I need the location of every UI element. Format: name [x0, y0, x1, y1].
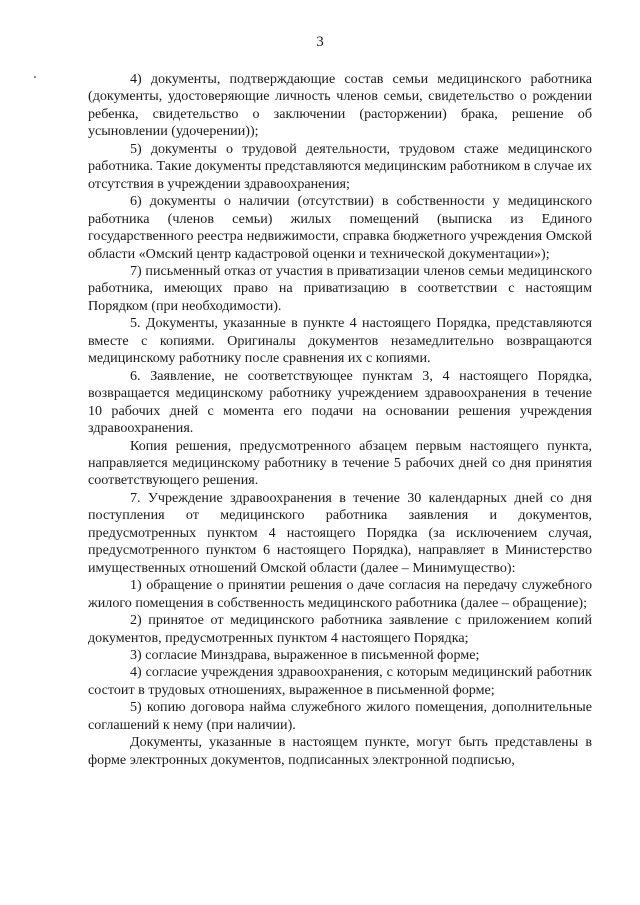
paragraph-electronic-documents: Документы, указанные в настоящем пункте, могут быть представлены в форме электронных документов, подписанных электронной подписью, [88, 734, 592, 768]
paragraph-clause-7-item-1: 1) обращение о принятии решения о даче согласия на передачу служебного жилого помещения в собственность медицинского работника (далее – обращение); [88, 577, 592, 611]
paragraph-clause-7-item-3: 3) согласие Минздрава, выраженное в письменной форме; [130, 646, 480, 663]
paragraph-item-4-family-documents: 4) документы, подтверждающие состав семьи медицинского работника (документы, удостоверяющие личность членов семьи, свидетельство о рождении ребенка, свидетельство о заключении (расторжении) брака, решение об усыновлении (удочерении)); [88, 71, 592, 140]
paragraph-clause-7: 7. Учреждение здравоохранения в течение 30 календарных дней со дня поступления от медицинского работника заявления и документов, предусмотренных пунктом 4 настоящего Порядка (за исключением случая, предусмотренного пунктом 6 настоящего Порядка), направляет в Министерство имущественных отношений Омской области (далее – Минимущество): [88, 489, 592, 576]
paragraph-item-6-property-documents: 6) документы о наличии (отсутствии) в собственности у медицинского работника (членов семьи) жилых помещений (выписка из Единого государственного реестра недвижимости, справка бюджетного учреждения Омской области «Омский центр кадастровой оценки и технической документации»); [88, 193, 592, 262]
paragraph-item-5-work-documents: 5) документы о трудовой деятельности, трудовом стаже медицинского работника. Такие документы представляются медицинским работником в случае их отсутствия в учреждении здравоохранения; [88, 140, 592, 192]
document-body [88, 71, 592, 769]
paragraph-clause-7-item-4: 4) согласие учреждения здравоохранения, с которым медицинский работник состоит в трудовых отношениях, выраженное в письменной форме; [88, 664, 592, 698]
paragraph-clause-7-item-2: 2) принятое от медицинского работника заявление с приложением копий документов, предусмотренных пунктом 4 настоящего Порядка; [88, 612, 592, 646]
paragraph-clause-6-copy: Копия решения, предусмотренного абзацем первым настоящего пункта, направляется медицинскому работнику в течение 5 рабочих дней со дня принятия соответствующего решения. [88, 437, 592, 489]
page-number: 3 [316, 34, 324, 50]
paragraph-item-7-privatization-refusal: 7) письменный отказ от участия в приватизации членов семьи медицинского работника, имеющих право на приватизацию в соответствии с настоящим Порядком (при необходимости). [88, 262, 592, 314]
paragraph-clause-7-item-5: 5) копию договора найма служебного жилого помещения, дополнительные соглашений к нему (при наличии). [88, 699, 592, 733]
paragraph-clause-5: 5. Документы, указанные в пункте 4 настоящего Порядка, представляются вместе с копиями. Оригиналы документов незамедлительно возвращаются медицинскому работнику после сравнения их с копиями. [88, 315, 592, 367]
paragraph-clause-6: 6. Заявление, не соответствующее пунктам 3, 4 настоящего Порядка, возвращается медицинскому работнику учреждением здравоохранения в течение 10 рабочих дней с момента его подачи на основании решения учреждения здравоохранения. [88, 367, 592, 437]
margin-mark [34, 76, 36, 78]
